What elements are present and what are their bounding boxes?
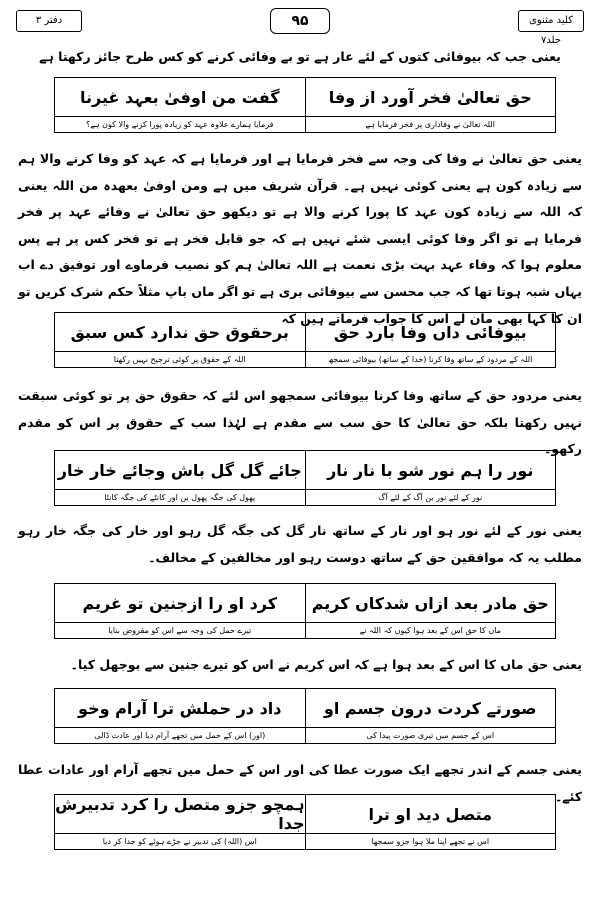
translation-second: پھول کی جگہ پھول بن اور کانٹے کی جگہ کانٹا	[55, 490, 306, 505]
verse-first-hemistich: بیوفائی داں وفا بارد حق	[333, 322, 527, 342]
verse-second-hemistich: داد در حملش ترا آرام وخو	[55, 689, 306, 727]
book-title-box: کلید مثنوی جلد۷	[518, 10, 584, 32]
translation-first: اللہ تعالیٰ نے وفاداری پر فخر فرمایا ہے	[365, 120, 495, 129]
translation-row	[55, 834, 555, 849]
intro-line: یعنی جب کہ بیوفائی کتوں کے لئے عار ہے تو بے وفائی کرنے کو کس طرح جائز رکھتا ہے	[39, 49, 561, 64]
verse-row	[55, 78, 555, 117]
couplet-6	[54, 794, 556, 850]
verse-row	[55, 584, 555, 623]
translation-first: ماں کا حق اس کے بعد ہوا کیوں کہ اللہ نے	[359, 626, 501, 635]
translation-row	[55, 728, 555, 743]
translation-second: تیرے حمل کی وجہ سے اس کو مقروض بنایا	[55, 623, 306, 638]
verse-row	[55, 795, 555, 834]
couplet-1	[54, 77, 556, 133]
translation-row	[55, 490, 555, 505]
commentary-paragraph-2: یعنی مردود حق کے ساتھ وفا کرنا بیوفائی سمجھو اس لئے کہ حقوق حق پر تو کوئی سبقت نہیں رکھتا بلکہ حق تعالیٰ کا حق سب سے مقدم ہے لہٰذا سب کے حقوق پر اس کو مقدم رکھو۔	[18, 388, 582, 457]
translation-second: اس (اللہ) کی تدبیر نے جڑے ہوئے کو جدا کر دیا	[55, 834, 306, 849]
verse-first-hemistich: نور را ہم نور شو با نار نار	[327, 460, 534, 480]
couplet-2	[54, 312, 556, 368]
commentary-paragraph-3: یعنی نور کے لئے نور ہو اور نار کے ساتھ نار گل کی جگہ گل رہو اور خار کی جگہ خار رہو مطلب یہ کہ موافقین حق کے ساتھ دوست رہو اور مخالفین کے مخالف۔	[18, 523, 582, 565]
couplet-5	[54, 688, 556, 744]
translation-first: اس کے جسم میں تیری صورت پیدا کی	[366, 731, 495, 740]
verse-row	[55, 313, 555, 352]
verse-first-hemistich: حق تعالیٰ فخر آورد از وفا	[328, 87, 532, 107]
translation-first: اللہ کے مردود کے ساتھ وفا کرنا (خدا کے ساتھ) بیوفائی سمجھ	[328, 355, 533, 364]
page-header	[16, 10, 584, 46]
commentary-paragraph-4: یعنی حق ماں کا اس کے بعد ہوا ہے کہ اس کریم نے اس کو تیرے جنین سے بوجھل کیا۔	[70, 657, 582, 672]
couplet-3	[54, 450, 556, 506]
verse-second-hemistich: جائے گل گل باش وجائے خار خار	[55, 451, 306, 489]
verse-second-hemistich: کرد او را ازجنین تو غریم	[55, 584, 306, 622]
translation-first: نور کے لئے نور بن آگ کے لئے آگ	[378, 493, 483, 502]
verse-second-hemistich: گفت من اوفیٰ بعہد غیرنا	[55, 78, 306, 116]
verse-second-hemistich: برحقوق حق ندارد کس سبق	[55, 313, 306, 351]
verse-first-hemistich: حق مادر بعد ازاں شدکاں کریم	[311, 593, 549, 613]
translation-first: اس نے تجھے اپنا ملا ہوا جزو سمجھا	[371, 837, 490, 846]
commentary-paragraph-5: یعنی جسم کے اندر تجھے ایک صورت عطا کی اور اس کے حمل میں تجھے آرام اور عادات عطا کئے۔	[18, 762, 582, 804]
translation-second: اللہ کے حقوق پر کوئی ترجیح نہیں رکھتا	[55, 352, 306, 367]
couplet-4	[54, 583, 556, 639]
verse-first-hemistich: متصل دید او ترا	[368, 804, 493, 824]
translation-second: فرمایا ہمارے علاوہ عہد کو زیادہ پورا کرنے والا کون ہے؟	[55, 117, 306, 132]
translation-row	[55, 352, 555, 367]
verse-row	[55, 689, 555, 728]
translation-row	[55, 117, 555, 132]
translation-second: (اور) اس کے حمل میں تجھے آرام دیا اور عادت ڈالی	[55, 728, 306, 743]
volume-label-box: دفتر ۳	[16, 10, 82, 32]
commentary-paragraph-1: یعنی حق تعالیٰ نے وفا کی وجہ سے فخر فرمایا ہے اور فرمایا ہے کہ عہد کو وفا کرنے والا ہم سے زیادہ کون ہے یعنی کوئی نہیں ہے۔ قرآن شریف میں ہے ومن اوفیٰ بعھدہ من اللہ یعنی کہ اللہ سے زیادہ کون عہد کا پورا کرنے والا ہے تو دیکھو حق تعالیٰ نے وفائے عہد پر فخر فرمایا ہے تو اگر وفا کوئی ایسی شئے نہیں ہے کہ جو قابل فخر ہے تو فخر کس پر ہے پس معلوم ہوا کہ وفاء عہد بہت بڑی نعمت ہے اللہ تعالیٰ ہم کو نصیب فرماوے اور توفیق دے اب یہاں شبہ ہوتا تھا کہ جب محسن سے بیوفائی بری ہے تو اگر ماں باپ مثلاً حکم شرک کریں تو ان کا کہا بھی مان لے اس کا جواب فرماتے ہیں کہ	[18, 151, 582, 326]
translation-row	[55, 623, 555, 638]
verse-first-hemistich: صورتے کردت درون جسم او	[323, 698, 537, 718]
verse-row	[55, 451, 555, 490]
verse-second-hemistich: ہمچو جزو متصل را کرد تدبیرش جدا	[55, 795, 305, 833]
page-number: ۹۵	[270, 8, 330, 34]
